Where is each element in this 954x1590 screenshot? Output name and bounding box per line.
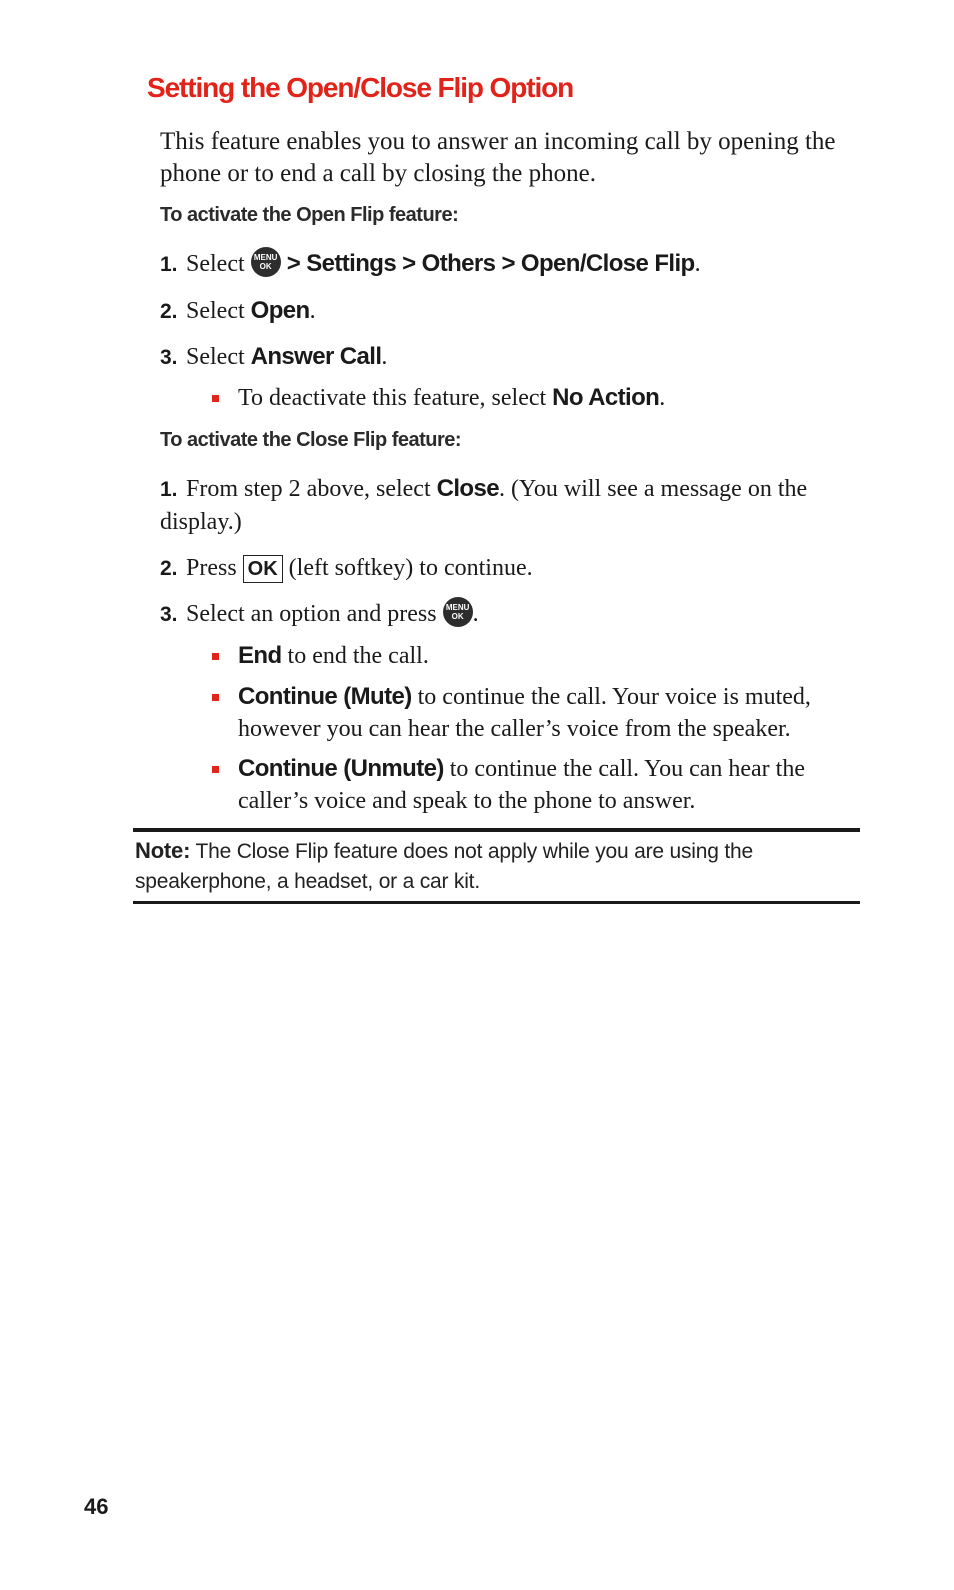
close-flip-heading: To activate the Close Flip feature: bbox=[160, 429, 462, 451]
step-text: From step 2 above, select bbox=[186, 476, 437, 502]
page-number: 46 bbox=[84, 1494, 109, 1519]
open-flip-heading: To activate the Open Flip feature: bbox=[160, 204, 459, 226]
option-end: End bbox=[238, 642, 282, 669]
menu-ok-icon: MENU OK bbox=[251, 247, 281, 277]
close-step-2: 2. Press OK (left softkey) to continue. bbox=[160, 552, 860, 585]
option-no-action: No Action bbox=[552, 384, 660, 411]
bullet-square-icon bbox=[212, 766, 219, 773]
step-text: Select bbox=[186, 251, 251, 277]
note-text: The Close Flip feature does not apply while you are using the speakerphone, a headset, or a car kit. bbox=[135, 840, 753, 893]
bullet-square-icon bbox=[212, 395, 219, 402]
open-step-3: 3. Select Answer Call. bbox=[160, 341, 860, 374]
step-number: 3. bbox=[160, 603, 178, 626]
intro-paragraph: This feature enables you to answer an incoming call by opening the phone or to end a call by closing the phone. bbox=[160, 128, 836, 187]
step-text: Press bbox=[186, 555, 243, 581]
step-text: Select an option and press bbox=[186, 601, 443, 627]
note-top-rule bbox=[133, 828, 860, 832]
open-bullet: To deactivate this feature, select No Action. bbox=[212, 382, 862, 414]
close-step-1: 1. From step 2 above, select Close. (You will see a message on the display.) bbox=[160, 475, 808, 535]
note-box bbox=[135, 836, 855, 897]
note-label: Note: bbox=[135, 838, 191, 863]
note-bottom-rule bbox=[133, 901, 860, 904]
option-answer-call: Answer Call bbox=[250, 343, 382, 370]
step-number: 1. bbox=[160, 253, 178, 276]
step-number: 1. bbox=[160, 478, 178, 501]
option-open: Open bbox=[250, 297, 310, 324]
close-bullet-unmute: Continue (Unmute) to continue the call. You can hear the caller’s voice and speak to the phone to answer. bbox=[212, 753, 862, 817]
step-text: Select bbox=[186, 344, 251, 370]
step-number: 3. bbox=[160, 346, 178, 369]
bullet-square-icon bbox=[212, 694, 219, 701]
open-step-1: 1. Select MENU OK > Settings > Others > Open/Close Flip. bbox=[160, 248, 860, 281]
close-bullet-end: End to end the call. bbox=[212, 640, 862, 672]
bullet-square-icon bbox=[212, 653, 219, 660]
option-continue-mute: Continue (Mute) bbox=[238, 683, 412, 710]
close-bullet-mute: Continue (Mute) to continue the call. Your voice is muted, however you can hear the caller’s voice from the speaker. bbox=[212, 681, 862, 745]
option-close: Close bbox=[436, 475, 499, 502]
page-title: Setting the Open/Close Flip Option bbox=[147, 72, 574, 103]
ok-softkey-icon: OK bbox=[243, 555, 283, 583]
option-continue-unmute: Continue (Unmute) bbox=[238, 755, 444, 782]
menu-ok-icon: MENU OK bbox=[443, 597, 473, 627]
open-step-2: 2. Select Open. bbox=[160, 295, 860, 328]
step-number: 2. bbox=[160, 300, 178, 323]
close-step-3: 3. Select an option and press MENU OK . bbox=[160, 598, 860, 631]
step-number: 2. bbox=[160, 557, 178, 580]
menu-path: > Settings > Others > Open/Close Flip bbox=[280, 250, 695, 277]
step-text: Select bbox=[186, 298, 251, 324]
